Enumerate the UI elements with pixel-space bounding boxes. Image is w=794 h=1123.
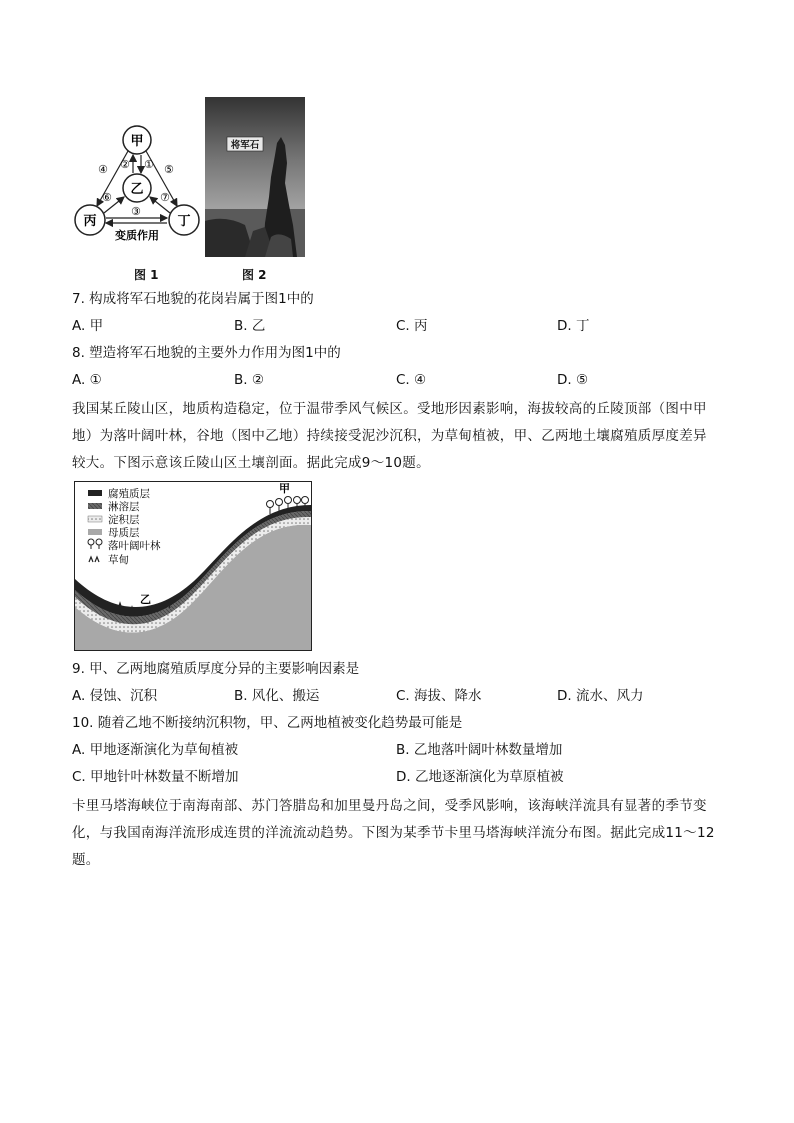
question-7-option-a[interactable]: A. 甲	[72, 318, 104, 334]
question-7-option-d[interactable]: D. 丁	[557, 318, 590, 334]
figure-1-rock-cycle-diagram	[66, 118, 206, 248]
question-7-option-b[interactable]: B. 乙	[234, 318, 266, 334]
question-9-option-d[interactable]: D. 流水、风力	[557, 688, 644, 704]
location-yi-label: 乙	[140, 593, 151, 606]
location-jia-label: 甲	[279, 482, 290, 495]
figure-2-caption: 图 2	[242, 268, 267, 282]
question-9-stem: 9. 甲、乙两地腐殖质厚度分异的主要影响因素是	[72, 661, 360, 677]
arrow-label-7: ⑦	[160, 191, 170, 204]
question-7-stem: 7. 构成将军石地貌的花岗岩属于图1中的	[72, 291, 314, 307]
photo-label-general-rock: 将军石	[230, 140, 260, 151]
question-10-option-d[interactable]: D. 乙地逐渐演化为草原植被	[396, 769, 564, 785]
arrow-label-6: ⑥	[102, 191, 112, 204]
legend-forest: 落叶阔叶林	[108, 540, 161, 552]
question-8-option-c[interactable]: C. ④	[396, 372, 427, 388]
node-jia-label: 甲	[130, 134, 144, 149]
legend-illuvial: 淀积层	[108, 514, 140, 526]
passage-1-line: 较大。下图示意该丘陵山区土壤剖面。据此完成9～10题。	[72, 455, 430, 471]
legend-meadow: 草甸	[108, 554, 129, 566]
question-8-option-d[interactable]: D. ⑤	[557, 372, 589, 388]
arrow-label-5: ⑤	[164, 163, 174, 176]
legend-eluvial: 淋溶层	[108, 501, 140, 513]
passage-2-line: 题。	[72, 852, 100, 868]
node-yi-label: 乙	[130, 182, 144, 197]
arrow-label-3: ③	[131, 205, 141, 218]
passage-1	[72, 396, 722, 477]
question-10-option-a[interactable]: A. 甲地逐渐演化为草甸植被	[72, 742, 239, 758]
legend-parent: 母质层	[108, 527, 140, 539]
question-9-option-b[interactable]: B. 风化、搬运	[234, 688, 320, 704]
passage-1-line: 地）为落叶阔叶林，谷地（图中乙地）持续接受泥沙沉积，为草甸植被，甲、乙两地土壤腐殖质厚度差异	[72, 428, 707, 444]
passage-1-line: 我国某丘陵山区，地质构造稳定，位于温带季风气候区。受地形因素影响，海拔较高的丘陵顶部（图中甲	[72, 401, 707, 417]
node-ding-label: 丁	[177, 214, 191, 229]
question-7-option-c[interactable]: C. 丙	[396, 318, 428, 334]
metamorphism-label: 变质作用	[115, 229, 159, 242]
legend-humus: 腐殖质层	[108, 488, 150, 500]
question-9-option-c[interactable]: C. 海拔、降水	[396, 688, 482, 704]
passage-2-line: 化，与我国南海洋流形成连贯的洋流流动趋势。下图为某季节卡里马塔海峡洋流分布图。据此完成11～12	[72, 825, 715, 841]
figure-3-soil-profile	[74, 481, 312, 651]
question-10-option-b[interactable]: B. 乙地落叶阔叶林数量增加	[396, 742, 563, 758]
passage-2-line: 卡里马塔海峡位于南海南部、苏门答腊岛和加里曼丹岛之间，受季风影响，该海峡洋流具有显著的季节变	[72, 798, 707, 814]
node-bing-label: 丙	[83, 214, 97, 229]
question-9-option-a[interactable]: A. 侵蚀、沉积	[72, 688, 158, 704]
arrow-label-4: ④	[98, 163, 108, 176]
figure-1-caption: 图 1	[134, 268, 159, 282]
arrow-label-1: ①	[144, 158, 154, 171]
question-8-stem: 8. 塑造将军石地貌的主要外力作用为图1中的	[72, 345, 341, 361]
question-10-option-c[interactable]: C. 甲地针叶林数量不断增加	[72, 769, 239, 785]
passage-2	[72, 793, 722, 874]
arrow-label-2: ②	[120, 158, 130, 171]
question-8-option-a[interactable]: A. ①	[72, 372, 102, 388]
question-10-stem: 10. 随着乙地不断接纳沉积物，甲、乙两地植被变化趋势最可能是	[72, 715, 463, 731]
figure-2-photo	[205, 97, 305, 257]
question-8-option-b[interactable]: B. ②	[234, 372, 264, 388]
